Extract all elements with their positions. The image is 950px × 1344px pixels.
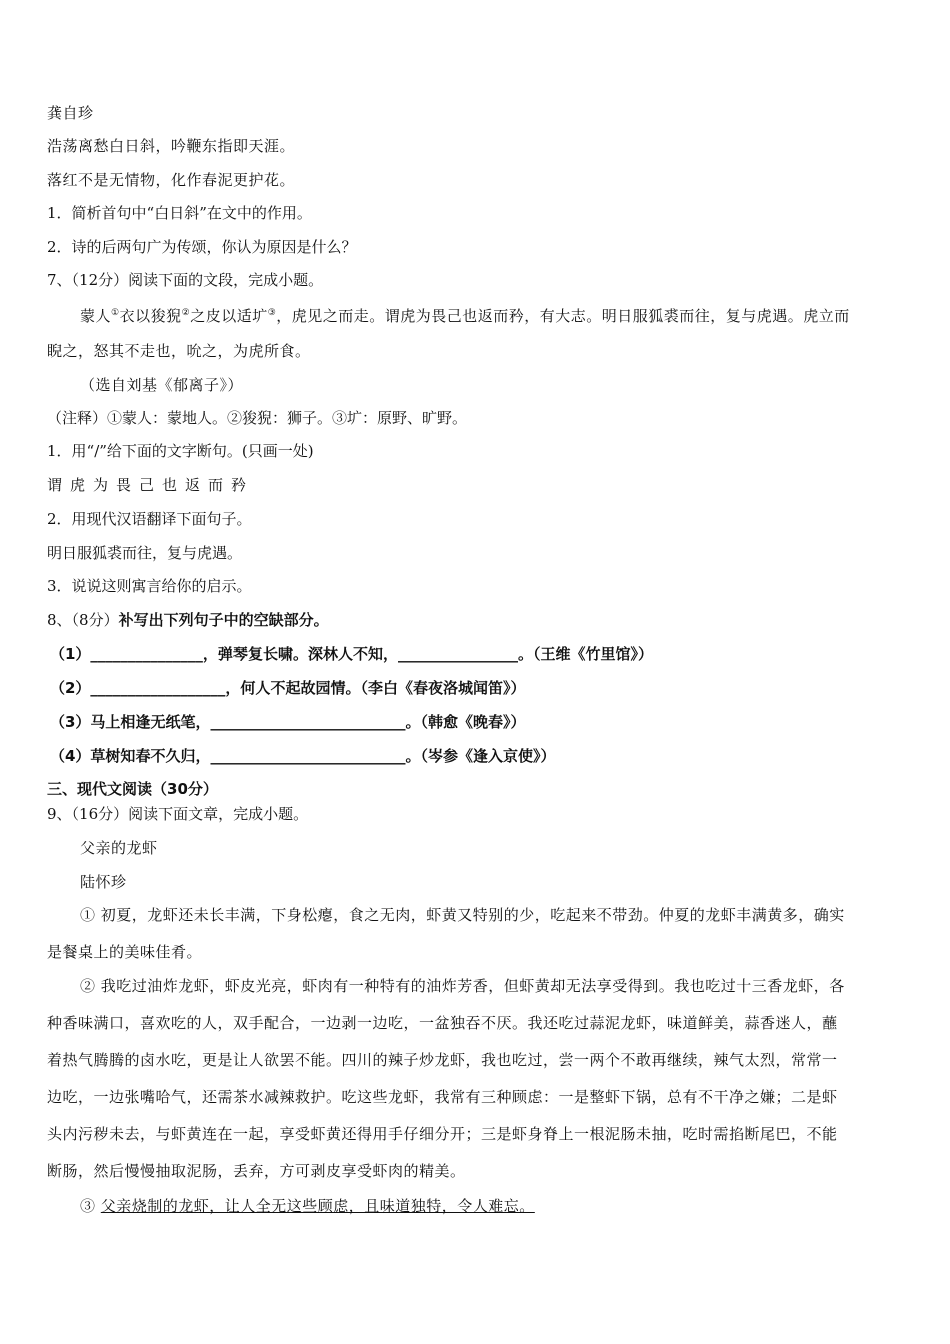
q8-item-4: （4）草树知春不久归，__________________________。（岑参《逢入京使》） (50, 747, 556, 765)
q8-item-2: （2）__________________，何人不起故园情。（李白《春夜洛城闻笛》） (50, 679, 526, 697)
q7-sub-2: 2．用现代汉语翻译下面句子。 (47, 510, 252, 528)
q8-header-score: 8、（8分） (47, 611, 119, 629)
q7-passage-seg: 衣以狻猊 (119, 307, 182, 325)
q7-notes: （注释）①蒙人：蒙地人。②狻猊：狮子。③圹：原野、旷野。 (47, 409, 468, 427)
paragraph-3-number: ③ (80, 1197, 96, 1215)
q8-header-instruction: 补写出下列句子中的空缺部分。 (118, 611, 329, 629)
poem-line-1: 浩荡离愁白日斜，吟鞭东指即天涯。 (47, 137, 296, 155)
section-3-heading: 三、现代文阅读（30分） (47, 780, 218, 798)
poem-author: 龚自珍 (47, 104, 94, 122)
q7-sentence: 谓虎为畏己也返而矜 (47, 476, 255, 494)
note-marker-1: ① (111, 308, 120, 318)
q7-header: 7、（12分）阅读下面的文段，完成小题。 (47, 271, 324, 289)
q7-translate: 明日服狐裘而往，复与虎遇。 (47, 544, 243, 562)
paragraph-1-line: 是餐桌上的美味佳肴。 (47, 943, 203, 961)
note-marker-2: ② (181, 308, 191, 318)
poem-line-2: 落红不是无情物，化作春泥更护花。 (47, 171, 296, 189)
paragraph-3-underlined-text: 父亲烧制的龙虾，让人全无这些顾虑，且味道独特，令人难忘。 (100, 1197, 535, 1215)
paragraph-2-line: 着热气腾腾的卤水吃，更是让人欲罢不能。四川的辣子炒龙虾，我也吃过，尝一两个不敢再继续，辣气太烈，常常一 (47, 1051, 838, 1069)
paragraph-1-line: ① 初夏，龙虾还未长丰满，下身松瘪，食之无肉，虾黄又特别的少，吃起来不带劲。仲夏的龙虾丰满黄多，确实 (80, 906, 845, 924)
q7-sub-3: 3．说说这则寓言给你的启示。 (47, 577, 252, 595)
q8-item-3: （3）马上相逢无纸笔，__________________________。（韩愈《晚春》） (50, 713, 526, 731)
q7-source: （选自刘基《郁离子》） (80, 376, 244, 394)
paragraph-2-line: 断肠，然后慢慢抽取泥肠，丢弃，方可剥皮享受虾肉的精美。 (47, 1162, 466, 1180)
poem-question-2: 2．诗的后两句广为传颂，你认为原因是什么？ (47, 238, 357, 256)
article-title: 父亲的龙虾 (80, 839, 158, 857)
paragraph-2-line: ② 我吃过油炸龙虾，虾皮光亮，虾肉有一种特有的油炸芳香，但虾黄却无法享受得到。我也吃过十三香龙虾，各 (80, 977, 845, 995)
q7-passage-seg: 之皮以适圹 (190, 307, 268, 325)
q8-header (47, 610, 329, 630)
q7-sub-1: 1．用“/”给下面的文字断句。(只画一处) (47, 442, 314, 460)
q7-passage-seg: ，虎见之而走。谓虎为畏己也返而矜，有大志。明日服狐裘而往，复与虎遇。虎立而 (276, 307, 850, 325)
paragraph-3 (80, 1196, 535, 1216)
q9-header: 9、（16分）阅读下面文章，完成小题。 (47, 805, 309, 823)
note-marker-3: ③ (267, 308, 277, 318)
poem-question-1: 1．简析首句中“白日斜”在文中的作用。 (47, 204, 312, 222)
q7-passage-line-1 (80, 303, 850, 326)
paragraph-2-line: 头内污秽未去，与虾黄连在一起，享受虾黄还得用手仔细分开；三是虾身脊上一根泥肠未抽，吃时需掐断尾巴，不能 (47, 1125, 838, 1143)
q7-passage-line-2: 睨之，怒其不走也，吮之，为虎所食。 (47, 342, 311, 360)
paragraph-2-line: 边吃，一边张嘴哈气，还需茶水减辣救护。吃这些龙虾，我常有三种顾虑：一是整虾下锅，总有不干净之嫌；二是虾 (47, 1088, 838, 1106)
q7-passage-seg: 蒙人 (80, 307, 112, 325)
q8-item-1: （1）_______________，弹琴复长啸。深林人不知，________________。（王维《竹里馆》） (50, 645, 653, 663)
paragraph-2-line: 种香味满口，喜欢吃的人，双手配合，一边剥一边吃，一盆独吞不厌。我还吃过蒜泥龙虾，味道鲜美，蒜香迷人，蘸 (47, 1014, 838, 1032)
article-author: 陆怀珍 (80, 873, 127, 891)
